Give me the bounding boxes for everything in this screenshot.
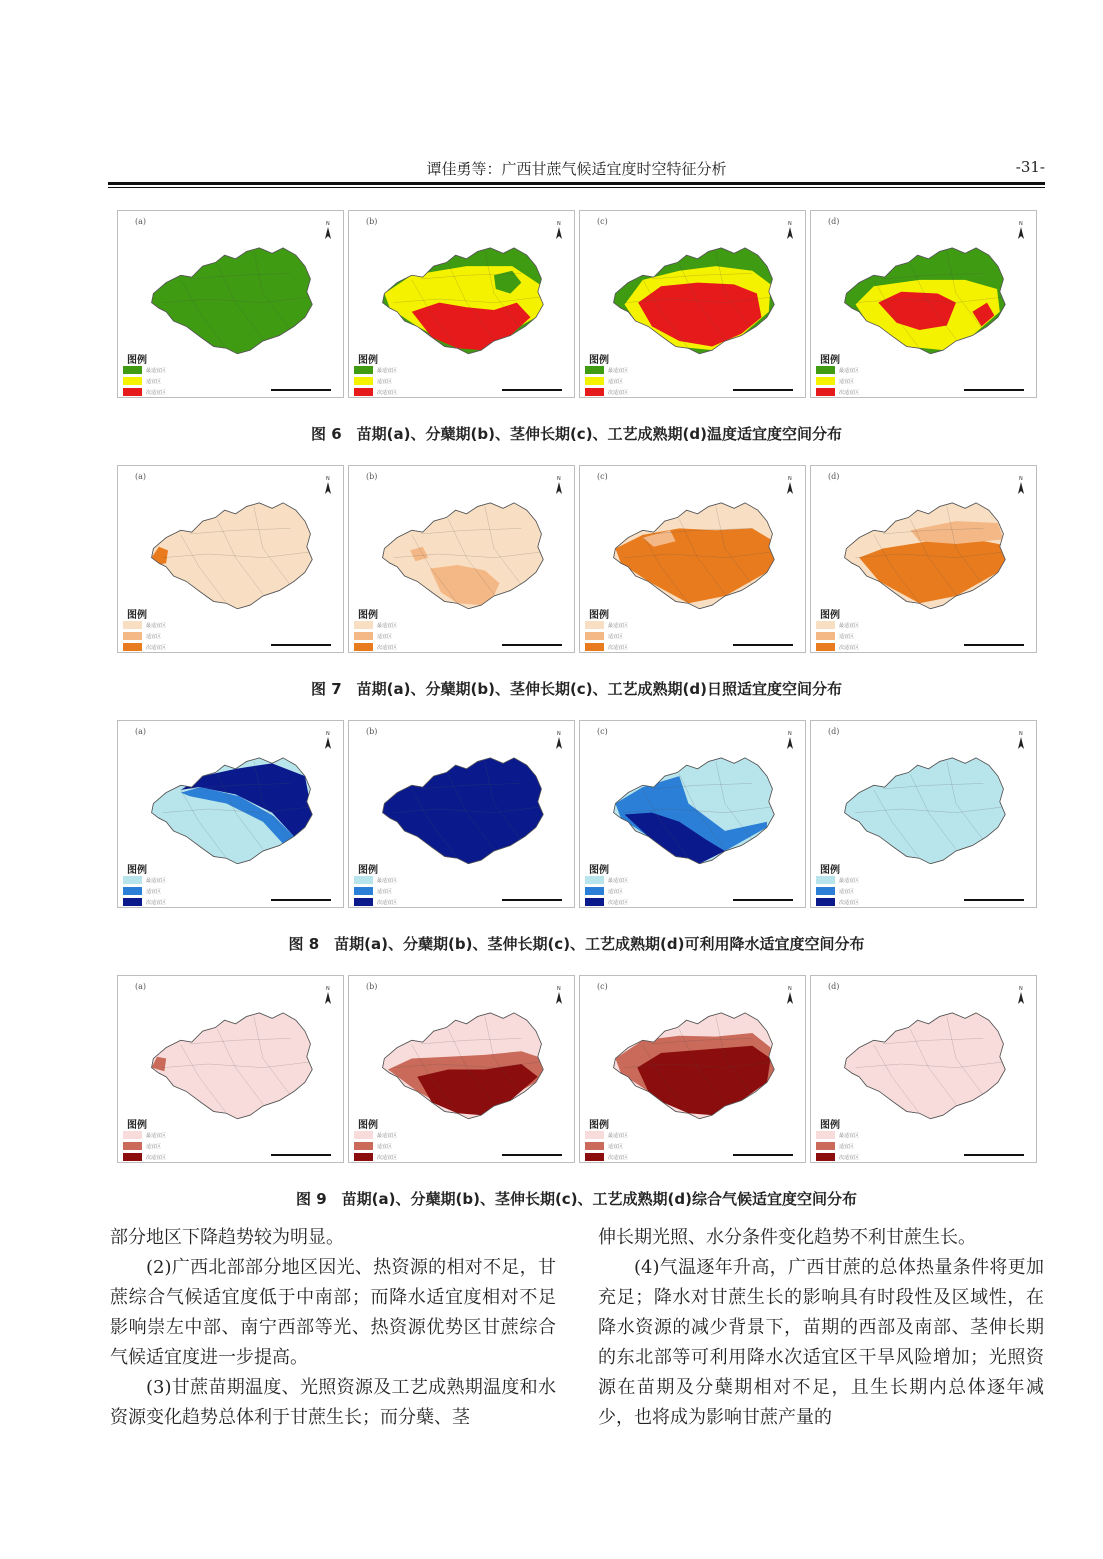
guangxi-map bbox=[588, 998, 798, 1130]
legend-label: 次适宜区 bbox=[839, 900, 860, 906]
map-panel bbox=[348, 975, 575, 1163]
guangxi-map bbox=[357, 743, 567, 875]
legend-label: 适宜区 bbox=[146, 889, 162, 895]
map-panel bbox=[810, 210, 1037, 398]
panel-letter: (a) bbox=[135, 217, 147, 226]
guangxi-map bbox=[588, 743, 798, 875]
legend-swatch bbox=[123, 876, 142, 884]
map-panel bbox=[579, 465, 806, 653]
legend-label: 次适宜区 bbox=[377, 1155, 398, 1161]
svg-text:N: N bbox=[788, 221, 792, 227]
guangxi-map bbox=[357, 998, 567, 1130]
svg-text:N: N bbox=[1019, 731, 1023, 737]
figure-caption: 图 6 苗期(a)、分蘖期(b)、茎伸长期(c)、工艺成熟期(d)温度适宜度空间分布 bbox=[311, 425, 842, 443]
legend-title: 图例 bbox=[589, 1120, 609, 1131]
legend-label: 最适宜区 bbox=[146, 368, 167, 374]
map-panel bbox=[810, 975, 1037, 1163]
map-panel bbox=[348, 465, 575, 653]
guangxi-map bbox=[819, 998, 1029, 1130]
legend-label: 最适宜区 bbox=[377, 368, 398, 374]
legend-label: 适宜区 bbox=[839, 1144, 855, 1150]
legend-label: 最适宜区 bbox=[608, 368, 629, 374]
legend-swatch bbox=[585, 1131, 604, 1139]
legend-swatch bbox=[123, 377, 142, 385]
legend-title: 图例 bbox=[820, 610, 840, 621]
scale-bar bbox=[502, 894, 562, 902]
panel-letter: (b) bbox=[366, 217, 378, 226]
legend-swatch bbox=[354, 366, 373, 374]
legend-label: 最适宜区 bbox=[608, 623, 629, 629]
legend-label: 次适宜区 bbox=[146, 1155, 167, 1161]
legend-label: 适宜区 bbox=[608, 379, 624, 385]
map-panel bbox=[810, 465, 1037, 653]
legend-label: 适宜区 bbox=[377, 379, 393, 385]
legend-swatch bbox=[585, 1142, 604, 1150]
legend-swatch bbox=[354, 377, 373, 385]
region-base bbox=[845, 1013, 1006, 1119]
legend-label: 次适宜区 bbox=[146, 900, 167, 906]
svg-text:N: N bbox=[1019, 476, 1023, 482]
guangxi-map bbox=[126, 488, 336, 620]
legend-swatch bbox=[816, 1153, 835, 1161]
panel-letter: (a) bbox=[135, 982, 147, 991]
legend-label: 最适宜区 bbox=[608, 878, 629, 884]
body-column-right bbox=[598, 1223, 1044, 1433]
paragraph: 部分地区下降趋势较为明显。 bbox=[110, 1227, 344, 1248]
panel-letter: (d) bbox=[828, 982, 840, 991]
svg-text:N: N bbox=[788, 731, 792, 737]
legend-swatch bbox=[816, 1131, 835, 1139]
legend-swatch bbox=[585, 621, 604, 629]
legend-label: 次适宜区 bbox=[839, 1155, 860, 1161]
region-base bbox=[152, 248, 313, 354]
panel-letter: (b) bbox=[366, 472, 378, 481]
legend-swatch bbox=[585, 876, 604, 884]
legend-swatch bbox=[585, 388, 604, 396]
legend-swatch bbox=[354, 632, 373, 640]
legend-swatch bbox=[123, 1131, 142, 1139]
map-panel bbox=[810, 720, 1037, 908]
panel-letter: (a) bbox=[135, 472, 147, 481]
suitability-zone bbox=[615, 528, 774, 603]
legend-label: 最适宜区 bbox=[377, 1133, 398, 1139]
legend-swatch bbox=[354, 643, 373, 651]
legend-swatch bbox=[585, 1153, 604, 1161]
legend-label: 最适宜区 bbox=[146, 878, 167, 884]
map-panel bbox=[117, 210, 344, 398]
legend-title: 图例 bbox=[358, 610, 378, 621]
legend-swatch bbox=[123, 621, 142, 629]
legend-label: 次适宜区 bbox=[146, 645, 167, 651]
legend-swatch bbox=[585, 898, 604, 906]
guangxi-map bbox=[126, 743, 336, 875]
legend-label: 适宜区 bbox=[146, 634, 162, 640]
legend-swatch bbox=[585, 377, 604, 385]
map-panel bbox=[117, 975, 344, 1163]
guangxi-map bbox=[819, 233, 1029, 365]
panel-letter: (c) bbox=[597, 217, 608, 226]
legend-label: 适宜区 bbox=[377, 1144, 393, 1150]
region-base bbox=[845, 758, 1006, 864]
legend-swatch bbox=[816, 876, 835, 884]
legend-label: 适宜区 bbox=[839, 889, 855, 895]
legend-swatch bbox=[123, 887, 142, 895]
panel-letter: (c) bbox=[597, 982, 608, 991]
legend-swatch bbox=[123, 643, 142, 651]
scale-bar bbox=[502, 639, 562, 647]
svg-text:N: N bbox=[326, 221, 330, 227]
figure-caption: 图 9 苗期(a)、分蘖期(b)、茎伸长期(c)、工艺成熟期(d)综合气候适宜度空间分布 bbox=[296, 1190, 857, 1208]
legend-title: 图例 bbox=[820, 865, 840, 876]
legend-label: 适宜区 bbox=[377, 889, 393, 895]
legend-label: 次适宜区 bbox=[377, 900, 398, 906]
legend-swatch bbox=[123, 1153, 142, 1161]
svg-text:N: N bbox=[788, 986, 792, 992]
paragraph: (3)甘蔗苗期温度、光照资源及工艺成熟期温度和水资源变化趋势总体利于甘蔗生长；而分蘖、茎 bbox=[110, 1377, 556, 1428]
legend-title: 图例 bbox=[589, 355, 609, 366]
header-rule-thin bbox=[108, 187, 1045, 188]
legend-label: 次适宜区 bbox=[608, 1155, 629, 1161]
header-rule-thick bbox=[108, 182, 1045, 185]
legend-swatch bbox=[354, 621, 373, 629]
legend-label: 最适宜区 bbox=[146, 623, 167, 629]
panel-letter: (b) bbox=[366, 982, 378, 991]
legend-label: 最适宜区 bbox=[146, 1133, 167, 1139]
legend-swatch bbox=[816, 898, 835, 906]
scale-bar bbox=[733, 639, 793, 647]
svg-text:N: N bbox=[326, 731, 330, 737]
region-base bbox=[152, 1013, 313, 1119]
scale-bar bbox=[502, 1149, 562, 1157]
guangxi-map bbox=[588, 233, 798, 365]
scale-bar bbox=[964, 894, 1024, 902]
scale-bar bbox=[271, 894, 331, 902]
svg-text:N: N bbox=[326, 476, 330, 482]
running-header bbox=[108, 152, 1045, 182]
svg-text:N: N bbox=[1019, 221, 1023, 227]
svg-text:N: N bbox=[557, 221, 561, 227]
paragraph: (4)气温逐年升高，广西甘蔗的总体热量条件将更加充足；降水对甘蔗生长的影响具有时段性及区域性，在降水资源的减少背景下，苗期的西部及南部、茎伸长期的东北部等可利用降水次适宜区干旱风险增加；光照资源在苗期及分蘖期相对不足，且生长期内总体逐年减少，也将成为影响甘蔗产量的 bbox=[598, 1257, 1044, 1428]
legend-swatch bbox=[585, 366, 604, 374]
legend-title: 图例 bbox=[589, 610, 609, 621]
legend-label: 次适宜区 bbox=[608, 900, 629, 906]
guangxi-map bbox=[126, 998, 336, 1130]
paragraph: 伸长期光照、水分条件变化趋势不利甘蔗生长。 bbox=[598, 1227, 976, 1248]
legend-swatch bbox=[354, 1142, 373, 1150]
legend-swatch bbox=[585, 632, 604, 640]
svg-text:N: N bbox=[557, 476, 561, 482]
legend-swatch bbox=[354, 898, 373, 906]
figure-caption: 图 8 苗期(a)、分蘖期(b)、茎伸长期(c)、工艺成熟期(d)可利用降水适宜度空间分布 bbox=[288, 935, 865, 953]
legend-label: 次适宜区 bbox=[608, 390, 629, 396]
legend-swatch bbox=[123, 1142, 142, 1150]
region-base bbox=[152, 503, 313, 609]
legend-swatch bbox=[354, 1131, 373, 1139]
running-header-title: 谭佳勇等：广西甘蔗气候适宜度时空特征分析 bbox=[426, 160, 727, 178]
legend-label: 次适宜区 bbox=[608, 645, 629, 651]
map-panel bbox=[579, 975, 806, 1163]
panel-letter: (a) bbox=[135, 727, 147, 736]
scale-bar bbox=[502, 384, 562, 392]
map-panel bbox=[348, 720, 575, 908]
legend-swatch bbox=[816, 643, 835, 651]
scale-bar bbox=[733, 384, 793, 392]
legend-swatch bbox=[354, 876, 373, 884]
legend-label: 适宜区 bbox=[146, 379, 162, 385]
legend-label: 适宜区 bbox=[608, 889, 624, 895]
legend-swatch bbox=[123, 366, 142, 374]
suitability-zone bbox=[412, 303, 531, 350]
scale-bar bbox=[964, 1149, 1024, 1157]
legend-label: 最适宜区 bbox=[839, 368, 860, 374]
legend-title: 图例 bbox=[358, 865, 378, 876]
legend-title: 图例 bbox=[589, 865, 609, 876]
legend-swatch bbox=[123, 632, 142, 640]
legend-title: 图例 bbox=[358, 355, 378, 366]
legend-label: 适宜区 bbox=[839, 634, 855, 640]
map-panel bbox=[348, 210, 575, 398]
scale-bar bbox=[964, 384, 1024, 392]
legend-title: 图例 bbox=[820, 1120, 840, 1131]
legend-label: 最适宜区 bbox=[377, 623, 398, 629]
legend-label: 次适宜区 bbox=[146, 390, 167, 396]
legend-swatch bbox=[816, 377, 835, 385]
legend-title: 图例 bbox=[127, 610, 147, 621]
legend-swatch bbox=[816, 1142, 835, 1150]
guangxi-map bbox=[126, 233, 336, 365]
guangxi-map bbox=[588, 488, 798, 620]
page-number: -31- bbox=[1015, 158, 1045, 176]
legend-swatch bbox=[816, 632, 835, 640]
legend-label: 最适宜区 bbox=[377, 878, 398, 884]
panel-letter: (c) bbox=[597, 472, 608, 481]
map-panel bbox=[579, 210, 806, 398]
legend-swatch bbox=[354, 388, 373, 396]
legend-swatch bbox=[816, 366, 835, 374]
figure-caption: 图 7 苗期(a)、分蘖期(b)、茎伸长期(c)、工艺成熟期(d)日照适宜度空间分布 bbox=[311, 680, 842, 698]
legend-swatch bbox=[816, 388, 835, 396]
legend-label: 次适宜区 bbox=[377, 390, 398, 396]
legend-label: 适宜区 bbox=[839, 379, 855, 385]
legend-title: 图例 bbox=[820, 355, 840, 366]
svg-text:N: N bbox=[1019, 986, 1023, 992]
legend-label: 最适宜区 bbox=[839, 623, 860, 629]
legend-label: 最适宜区 bbox=[608, 1133, 629, 1139]
legend-label: 适宜区 bbox=[608, 1144, 624, 1150]
guangxi-map bbox=[357, 488, 567, 620]
body-column-left bbox=[110, 1223, 556, 1433]
legend-label: 次适宜区 bbox=[377, 645, 398, 651]
figure-fig9 bbox=[117, 975, 1039, 1165]
suitability-zone bbox=[638, 283, 761, 347]
legend-swatch bbox=[816, 621, 835, 629]
legend-label: 适宜区 bbox=[377, 634, 393, 640]
map-panel bbox=[579, 720, 806, 908]
figure-fig8 bbox=[117, 720, 1039, 910]
scale-bar bbox=[271, 1149, 331, 1157]
guangxi-map bbox=[819, 488, 1029, 620]
svg-text:N: N bbox=[557, 986, 561, 992]
guangxi-map bbox=[357, 233, 567, 365]
map-panel bbox=[117, 465, 344, 653]
svg-text:N: N bbox=[557, 731, 561, 737]
legend-label: 最适宜区 bbox=[839, 1133, 860, 1139]
legend-swatch bbox=[585, 887, 604, 895]
panel-letter: (d) bbox=[828, 727, 840, 736]
legend-title: 图例 bbox=[127, 355, 147, 366]
legend-swatch bbox=[123, 388, 142, 396]
scale-bar bbox=[733, 894, 793, 902]
scale-bar bbox=[733, 1149, 793, 1157]
scale-bar bbox=[271, 639, 331, 647]
svg-text:N: N bbox=[788, 476, 792, 482]
panel-letter: (c) bbox=[597, 727, 608, 736]
legend-swatch bbox=[585, 643, 604, 651]
figure-fig6 bbox=[117, 210, 1039, 400]
scale-bar bbox=[964, 639, 1024, 647]
legend-swatch bbox=[354, 887, 373, 895]
legend-title: 图例 bbox=[127, 1120, 147, 1131]
figure-fig7 bbox=[117, 465, 1039, 655]
map-panel bbox=[117, 720, 344, 908]
scale-bar bbox=[271, 384, 331, 392]
suitability-zone bbox=[637, 1046, 770, 1115]
legend-label: 适宜区 bbox=[608, 634, 624, 640]
paragraph: (2)广西北部部分地区因光、热资源的相对不足，甘蔗综合气候适宜度低于中南部；而降水适宜度相对不足影响崇左中部、南宁西部等光、热资源优势区甘蔗综合气候适宜度进一步提高。 bbox=[110, 1257, 556, 1368]
legend-title: 图例 bbox=[127, 865, 147, 876]
legend-swatch bbox=[816, 887, 835, 895]
legend-label: 最适宜区 bbox=[839, 878, 860, 884]
legend-label: 适宜区 bbox=[146, 1144, 162, 1150]
legend-label: 次适宜区 bbox=[839, 645, 860, 651]
svg-text:N: N bbox=[326, 986, 330, 992]
legend-title: 图例 bbox=[358, 1120, 378, 1131]
panel-letter: (d) bbox=[828, 217, 840, 226]
legend-label: 次适宜区 bbox=[839, 390, 860, 396]
panel-letter: (d) bbox=[828, 472, 840, 481]
suitability-zone bbox=[383, 758, 544, 864]
guangxi-map bbox=[819, 743, 1029, 875]
panel-letter: (b) bbox=[366, 727, 378, 736]
legend-swatch bbox=[354, 1153, 373, 1161]
legend-swatch bbox=[123, 898, 142, 906]
